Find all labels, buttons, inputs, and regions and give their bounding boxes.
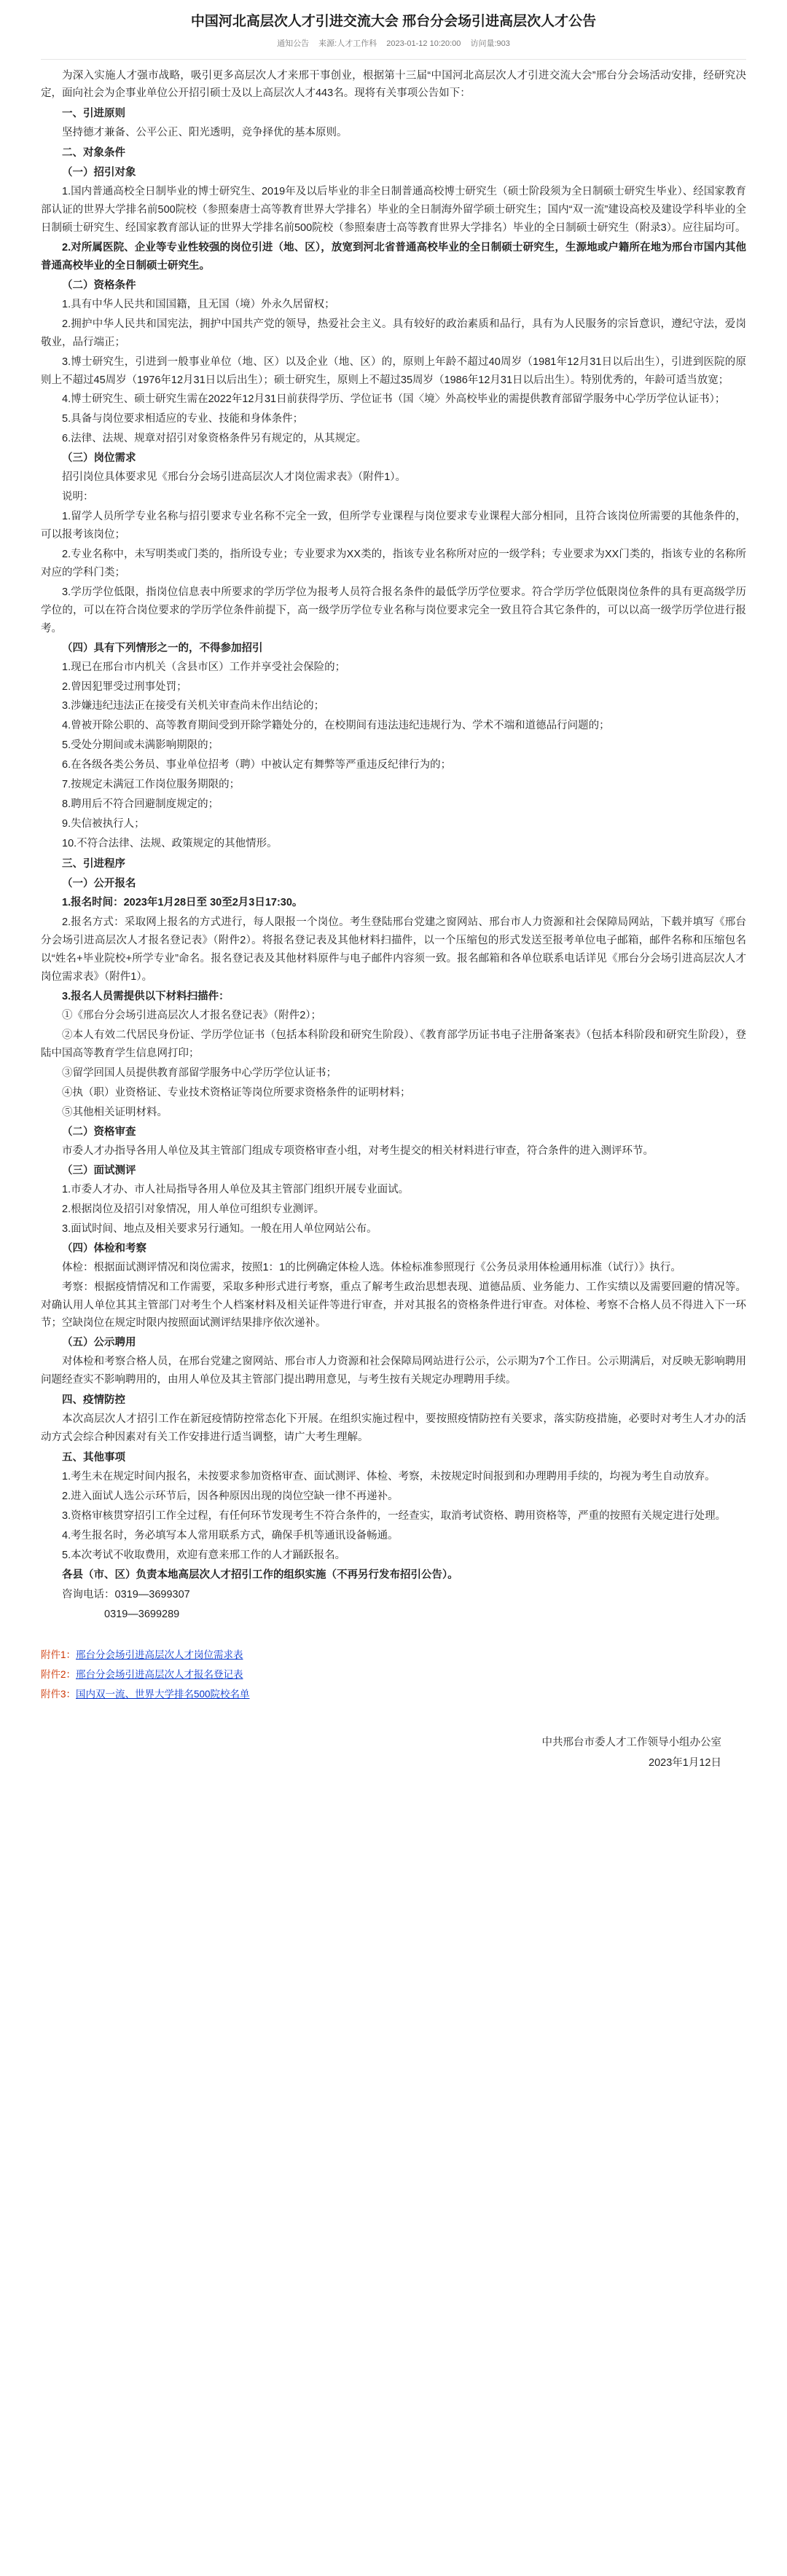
paragraph: 4.考生报名时，务必填写本人常用联系方式，确保手机等通讯设备畅通。 [62,1529,399,1542]
paragraph: ③留学回国人员提供教育部留学服务中心学历学位认证书； [62,1067,337,1080]
attachment-list [0,1632,787,1704]
attachment-link[interactable]: 邢台分会场引进高层次人才岗位需求表 [76,1649,243,1661]
meta-author: 来源:人才工作科 [318,39,377,48]
paragraph: 3.学历学位低限，指岗位信息表中所要求的学历学位为报考人员符合报名条件的最低学历学位要求。符合学历学位低限岗位条件的具有更高级学历学位的，可以在符合岗位要求的学历学位条件前提下，高一级学历学位专业名称与岗位要求完全一致且符合其它条件的，可以以高一级学历学位进行报考。 [41,586,746,635]
header-divider [41,59,746,60]
paragraph: 0319—3699289 [104,1608,180,1620]
paragraph: 坚持德才兼备、公平公正、阳光透明，竞争择优的基本原则。 [62,127,348,139]
subsection-heading: （二）资格条件 [62,279,136,291]
attachment-row [41,1645,746,1665]
paragraph: 3.涉嫌违纪违法正在接受有关机关审查尚未作出结论的； [62,700,325,712]
signature-date: 2023年1月12日 [649,1756,721,1769]
paragraph: 10.不符合法律、法规、政策规定的其他情形。 [62,838,278,849]
attachment-label: 附件1： [41,1649,77,1661]
paragraph-bold: 1.报名时间：2023年1月28日至 30至2月3日17:30。 [62,896,303,908]
attachment-link[interactable]: 国内双一流、世界大学排名500院校名单 [76,1689,250,1700]
paragraph: 考察：根据疫情情况和工作需要，采取多种形式进行考察，重点了解考生政治思想表现、道德品质、业务能力、工作实绩以及需要回避的情况等。对确认用人单位其其主管部门对考生个人档案材料及相关证件等进行审查，并对其报名的资格条件进行审查。对体检、考察不合格人员不得进入下一环节；空缺岗位在规定时限内按照面试测评结果排序依次递补。 [41,1281,746,1330]
paragraph: 1.市委人才办、市人社局指导各用人单位及其主管部门组织开展专业面试。 [62,1183,410,1195]
paragraph: 说明： [62,491,94,503]
section-heading: 三、引进程序 [62,857,125,870]
signature-org: 中共邢台市委人才工作领导小组办公室 [541,1737,721,1749]
attachment-row [41,1665,746,1684]
paragraph: 市委人才办指导各用人单位及其主管部门组成专项资格审查小组，对考生提交的相关材料进行审查，符合条件的进入测评环节。 [62,1145,654,1157]
subsection-heading: （三）面试测评 [62,1164,136,1177]
paragraph: 咨询电话：0319—3699307 [62,1588,190,1601]
paragraph: ②本人有效二代居民身份证、学历学位证书（包括本科阶段和研究生阶段）、《教育部学历证书电子注册备案表》（包括本科阶段和研究生阶段），登陆中国高等教育学生信息网打印； [41,1029,746,1060]
paragraph: 为深入实施人才强市战略，吸引更多高层次人才来邢干事创业，根据第十三届“中国河北高层次人才引进交流大会”邢台分会场活动安排，经研究决定，面向社会为企事业单位公开招引硕士及以上高层次人才443名。现将有关事项公告如下： [41,69,746,100]
document-body [0,67,787,1633]
attachment-label: 附件3： [41,1689,77,1700]
paragraph: 1.留学人员所学专业名称与招引要求专业名称不完全一致，但所学专业课程与岗位要求专业课程大部分相同，且符合该岗位所需要的其他条件的，可以报考该岗位； [41,511,746,541]
paragraph: ④执（职）业资格证、专业技术资格证等岗位所要求资格条件的证明材料； [62,1087,411,1099]
paragraph: 1.现已在邢台市内机关（含县市区）工作并享受社会保险的； [62,661,346,673]
paragraph: 3.面试时间、地点及相关要求另行通知。一般在用人单位网站公布。 [62,1222,377,1235]
paragraph-bold: 2.对所属医院、企业等专业性较强的岗位引进（地、区），放宽到河北省普通高校毕业的全日制硕士研究生，生源地或户籍所在地为邢台市国内其他普通高校毕业的全日制硕士研究生。 [41,241,746,272]
paragraph: 2.专业名称中，未写明类或门类的，指所设专业；专业要求为XX类的，指该专业名称所对应的一级学科；专业要求为XX门类的，指该专业的名称所对应的学科门类； [41,548,746,578]
meta-source: 通知公告 [277,39,310,48]
paragraph: 5.具备与岗位要求相适应的专业、技能和身体条件； [62,413,304,425]
paragraph: 3.博士研究生，引进到一般事业单位（地、区）以及企业（地、区）的，原则上年龄不超过40周岁（1981年12月31日以后出生），引进到医院的原则上不超过45周岁（1976年12月31日以后出生）；硕士研究生，原则上不超过35周岁（1986年12月31日以后出生）。特别优秀的，年龄可适当放宽； [41,356,746,386]
paragraph: 2.根据岗位及招引对象情况，用人单位可组织专业测评。 [62,1203,325,1215]
paragraph: 1.国内普通高校全日制毕业的博士研究生、2019年及以后毕业的非全日制普通高校博士研究生（硕士阶段须为全日制硕士研究生毕业）、经国家教育部认证的世界大学排名前500院校（参照秦唐士高等教育世界大学排名）毕业的全日制海外留学硕士研究生；国内“双一流”建设高校及建设学科毕业的全日制硕士研究生、经国家教育部认证的世界大学排名前500院校（参照秦唐士高等教育世界大学排名）毕业的全日制硕士研究生（附录3）。应往届均可。 [41,186,746,234]
paragraph: ⑤其他相关证明材料。 [62,1107,168,1119]
paragraph: 1.考生未在规定时间内报名，未按要求参加资格审查、面试测评、体检、考察，未按规定时间报到和办理聘用手续的，均视为考生自动放弃。 [62,1470,716,1483]
paragraph: 1.具有中华人民共和国国籍，且无国（境）外永久居留权； [62,298,335,310]
paragraph-bold-lead: 2.报名方式：采取网上报名的方式进行，每人限报一个岗位。考生登陆邢台党建之窗网站、邢台市人力资源和社会保障局网站，下载并填写《邢台分会场引进高层次人才报名登记表》（附件2）。将报名登记表及其他材料扫描件，以一个压缩包的形式发送至报考单位电子邮箱，邮件名称和压缩包名以“姓名+毕业院校+所学专业”命名。报名登记表及其他材料原件与电子邮件内容须一致。报名邮箱和各单位联系电话详见《邢台分会场引进高层次人才岗位需求表》（附件1）。 [41,916,746,983]
paragraph: 2.曾因犯罪受过刑事处罚； [62,680,187,693]
subsection-heading: （三）岗位需求 [62,452,136,465]
section-heading: 五、其他事项 [62,1452,125,1464]
paragraph: 5.受处分期间或未满影响期限的； [62,739,219,752]
paragraph: 4.曾被开除公职的、高等教育期间受到开除学籍处分的，在校期间有违法违纪违规行为、学术不端和道德品行问题的； [62,720,610,732]
paragraph: 8.聘用后不符合回避制度规定的； [62,798,219,811]
subsection-heading: （二）资格审查 [62,1126,136,1139]
subsection-heading: （一）公开报名 [62,877,136,890]
paragraph: 7.按规定未满冠工作岗位服务期限的； [62,779,240,791]
paragraph: 2.进入面试人选公示环节后，因各种原因出现的岗位空缺一律不再递补。 [62,1490,399,1502]
document-meta [0,37,787,55]
section-heading: 四、疫情防控 [62,1394,125,1407]
subsection-heading: （五）公示聘用 [62,1337,136,1349]
paragraph: 2.拥护中华人民共和国宪法，拥护中国共产党的领导，热爱社会主义。具有较好的政治素质和品行，具有为人民服务的宗旨意识，遵纪守法，爱岗敬业，品行端正； [41,318,746,348]
paragraph: 对体检和考察合格人员，在邢台党建之窗网站、邢台市人力资源和社会保障局网站进行公示，公示期为7个工作日。公示期满后，对反映无影响聘用问题经查实不影响聘用的，由用人单位及其主管部门提出聘用意见，与考生按有关规定办理聘用手续。 [41,1356,746,1386]
attachment-link[interactable]: 邢台分会场引进高层次人才报名登记表 [76,1669,243,1681]
subsection-heading: （一）招引对象 [62,167,136,179]
paragraph: ①《邢台分会场引进高层次人才报名登记表》（附件2）； [62,1010,322,1022]
paragraph: 3.资格审核贯穿招引工作全过程，有任何环节发现考生不符合条件的，一经查实，取消考试资格、聘用资格等，严重的按照有关规定进行处理。 [62,1509,727,1522]
paragraph: 9.失信被执行人； [62,818,145,830]
paragraph-bold: 各县（市、区）负责本地高层次人才招引工作的组织实施（不再另行发布招引公告）。 [62,1568,458,1581]
attachment-label: 附件2： [41,1669,77,1681]
page-title: 中国河北高层次人才引进交流大会 邢台分会场引进高层次人才公告 [190,14,597,29]
section-heading: 二、对象条件 [62,147,125,160]
paragraph: 本次高层次人才招引工作在新冠疫情防控常态化下开展。在组织实施过程中，要按照疫情防控有关要求，落实防疫措施，必要时对考生人才办的活动方式会综合种因素对有关工作安排进行适当调整，请广大考生理解。 [41,1413,746,1444]
attachment-row [41,1684,746,1704]
paragraph: 5.本次考试不收取费用，欢迎有意来邢工作的人才踊跃报名。 [62,1549,346,1561]
paragraph: 招引岗位具体要求见《邢台分会场引进高层次人才岗位需求表》（附件1）。 [62,471,407,484]
paragraph: 6.在各级各类公务员、事业单位招考（聘）中被认定有舞弊等严重违反纪律行为的； [62,759,452,771]
document-signature [0,1704,787,1780]
subsection-heading: （四）具有下列情形之一的，不得参加招引 [62,642,263,654]
section-heading: 一、引进原则 [62,108,125,120]
meta-views: 访问量:903 [470,39,510,48]
subsection-heading: （四）体检和考察 [62,1242,146,1254]
paragraph: 体检：根据面试测评情况和岗位需求，按照1：1的比例确定体检人选。体检标准参照现行《公务员录用体检通用标准（试行）》执行。 [62,1261,681,1273]
paragraph: 4.博士研究生、硕士研究生需在2022年12月31日前获得学历、学位证书（国〈境〉外高校毕业的需提供教育部留学服务中心学历学位认证书）； [62,393,726,406]
paragraph-bold: 3.报名人员需提供以下材料扫描件： [62,990,230,1002]
paragraph: 6.法律、法规、规章对招引对象资格条件另有规定的，从其规定。 [62,433,367,445]
meta-date: 2023-01-12 10:20:00 [386,39,461,48]
